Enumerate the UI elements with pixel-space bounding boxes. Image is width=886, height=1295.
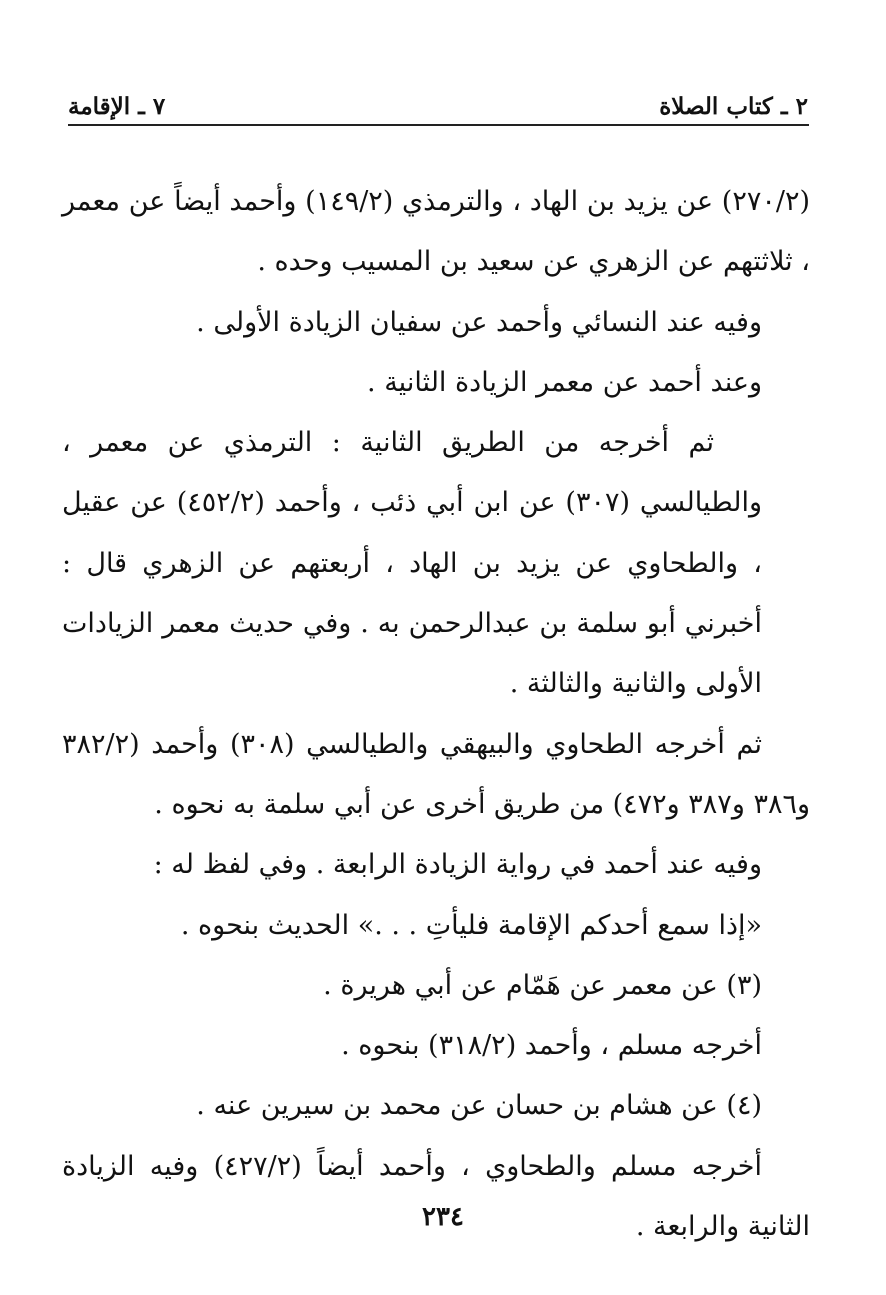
chapter-title: ٧ ـ الإقامة: [68, 93, 166, 120]
paragraph: (٢٧٠/٢) عن يزيد بن الهاد ، والترمذي (١٤٩/٢) وأحمد أيضاً عن معمر ، ثلاثتهم عن الزهري عن سعيد بن المسيب وحده .: [62, 186, 810, 278]
paragraph: أخرجه مسلم والطحاوي ، وأحمد أيضاً (٤٢٧/٢) وفيه الزيادة الثانية والرابعة .: [62, 1150, 810, 1243]
paragraph: وفيه عند أحمد في رواية الزيادة الرابعة . وفي لفظ له :: [153, 849, 762, 881]
running-header: [68, 80, 808, 120]
book-title: ٢ ـ كتاب الصلاة: [659, 93, 808, 120]
paragraph: (٤) عن هشام بن حسان عن محمد بن سيرين عنه .: [196, 1090, 762, 1122]
paragraph: وفيه عند النسائي وأحمد عن سفيان الزيادة الأولى .: [196, 306, 762, 338]
paragraph: وعند أحمد عن معمر الزيادة الثانية .: [367, 366, 762, 398]
paragraph: أخرجه مسلم ، وأحمد (٣١٨/٢) بنحوه .: [341, 1030, 762, 1062]
page-number: ٢٣٤: [422, 1202, 464, 1232]
header-rule: [68, 124, 809, 126]
paragraph: ثم أخرجه من الطريق الثانية : الترمذي عن معمر ، والطيالسي (٣٠٧) عن ابن أبي ذئب ، وأحمد (٤٥٢/٢) عن عقيل ، والطحاوي عن يزيد بن الهاد ، أربعتهم عن الزهري قال : أخبرني أبو سلمة بن عبدالرحمن به . وفي حديث معمر الزيادات الأولى والثانية والثالثة .: [62, 427, 762, 700]
paragraph: ثم أخرجه الطحاوي والبيهقي والطيالسي (٣٠٨) وأحمد (٣٨٢/٢ و٣٨٦ و٣٨٧ و٤٧٢) من طريق أخرى عن أبي سلمة به نحوه .: [62, 728, 810, 820]
paragraph: (٣) عن معمر عن هَمّام عن أبي هريرة .: [323, 969, 762, 1001]
page-body: [62, 172, 810, 1257]
paragraph: «إذا سمع أحدكم الإقامة فليأتِ . . .» الحديث بنحوه .: [180, 909, 762, 941]
